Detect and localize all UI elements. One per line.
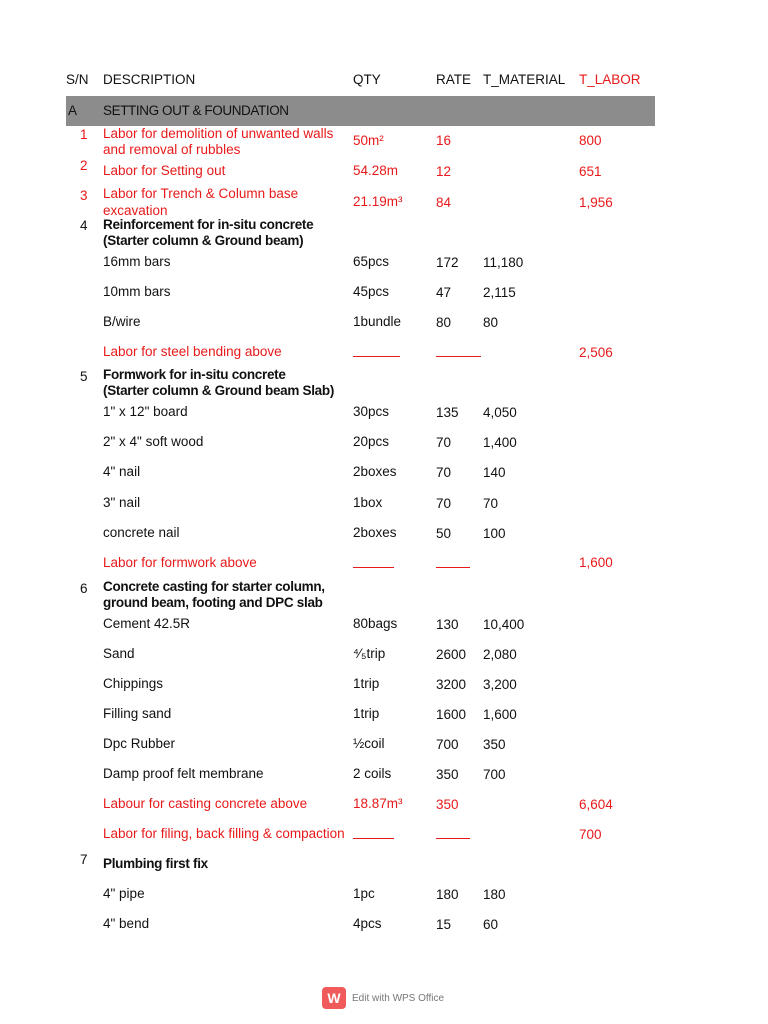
row-6-sn: 6 (80, 581, 88, 596)
row-5e-rate: 50 (436, 526, 452, 541)
row-4b-qty: 45pcs (353, 284, 390, 299)
row-2-rate: 12 (436, 164, 452, 179)
row-1-labor: 800 (579, 133, 602, 148)
row-6e-qty: ½coil (353, 736, 385, 751)
row-5e-material: 100 (483, 526, 506, 541)
row-2-sn: 2 (80, 158, 88, 173)
row-5b-material: 1,400 (483, 435, 517, 450)
row-6c-description: Chippings (103, 676, 164, 691)
row-5a-description: 1" x 12" board (103, 404, 188, 419)
row-4b-rate: 47 (436, 285, 452, 300)
row-5e-qty: 2boxes (353, 525, 397, 540)
row-1-description: Labor for demolition of unwanted walls (103, 126, 334, 141)
row-7b-qty: 4pcs (353, 916, 382, 931)
row-6e-material: 350 (483, 737, 506, 752)
row-5c-material: 140 (483, 465, 506, 480)
row-6-description-cont: ground beam, footing and DPC slab (103, 595, 323, 610)
row-5b-description: 2" x 4" soft wood (103, 434, 204, 449)
row-5c-rate: 70 (436, 465, 452, 480)
row-6-labor-casting-total: 6,604 (579, 797, 613, 812)
row-2-qty: 54.28m (353, 163, 399, 178)
row-4a-description: 16mm bars (103, 254, 171, 269)
row-6-labor-casting-rate: 350 (436, 797, 459, 812)
row-6f-rate: 350 (436, 767, 459, 782)
row-5a-material: 4,050 (483, 405, 517, 420)
row-4b-description: 10mm bars (103, 284, 171, 299)
row-4a-rate: 172 (436, 255, 459, 270)
row-7b-rate: 15 (436, 917, 452, 932)
row-6e-description: Dpc Rubber (103, 736, 176, 751)
row-1-description-cont: and removal of rubbles (103, 142, 241, 157)
row-7b-description: 4" bend (103, 916, 150, 931)
row-7a-material: 180 (483, 887, 506, 902)
row-6a-qty: 80bags (353, 616, 398, 631)
row-6d-qty: 1trip (353, 706, 380, 721)
row-6b-rate: 2600 (436, 647, 467, 662)
row-1-sn: 1 (80, 127, 88, 142)
row-6-labor-filling-qty-rule (353, 838, 394, 839)
row-5d-description: 3" nail (103, 495, 141, 510)
row-4-labor-qty-rule (353, 356, 400, 357)
row-4c-rate: 80 (436, 315, 452, 330)
row-5e-description: concrete nail (103, 525, 180, 540)
row-6a-rate: 130 (436, 617, 459, 632)
row-5b-rate: 70 (436, 435, 452, 450)
wps-edit-badge[interactable] (322, 986, 444, 1010)
row-5-labor-qty-rule (353, 567, 394, 568)
row-3-rate: 84 (436, 195, 452, 210)
row-4-sn: 4 (80, 218, 88, 233)
row-3-sn: 3 (80, 188, 88, 203)
row-1-rate: 16 (436, 133, 452, 148)
header-sn: S/N (66, 72, 89, 87)
row-6b-material: 2,080 (483, 647, 517, 662)
row-2-description: Labor for Setting out (103, 163, 226, 178)
row-6c-qty: 1trip (353, 676, 380, 691)
row-4-description-cont: (Starter column & Ground beam) (103, 233, 304, 248)
row-6-description: Concrete casting for starter column, (103, 579, 325, 594)
row-6f-material: 700 (483, 767, 506, 782)
header-rate: RATE (436, 72, 472, 87)
row-5-labor-rate-rule (436, 567, 470, 568)
row-3-description: Labor for Trench & Column base (103, 186, 299, 201)
row-6d-description: Filling sand (103, 706, 172, 721)
row-4c-qty: 1bundle (353, 314, 402, 329)
row-5b-qty: 20pcs (353, 434, 390, 449)
row-5-labor-description: Labor for formwork above (103, 555, 257, 570)
wps-logo-icon: W (322, 987, 346, 1009)
row-5d-qty: 1box (353, 495, 383, 510)
row-7a-description: 4" pipe (103, 886, 145, 901)
row-5-description-cont: (Starter column & Ground beam Slab) (103, 383, 335, 398)
row-5-sn: 5 (80, 369, 88, 384)
row-6d-material: 1,600 (483, 707, 517, 722)
row-4a-qty: 65pcs (353, 254, 390, 269)
wps-edit-text: Edit with WPS Office (352, 992, 445, 1004)
row-6d-rate: 1600 (436, 707, 467, 722)
row-6-labor-casting-description: Labour for casting concrete above (103, 796, 308, 811)
row-5a-qty: 30pcs (353, 404, 390, 419)
row-6-labor-filling-description: Labor for filing, back filling & compaction (103, 826, 345, 841)
header-description: DESCRIPTION (103, 72, 196, 87)
row-4-labor-rate-rule (436, 356, 481, 357)
row-6c-rate: 3200 (436, 677, 467, 692)
row-6-labor-filling-total: 700 (579, 827, 602, 842)
row-6b-qty: ⁴⁄₅trip (353, 646, 386, 661)
section-sn: A (68, 103, 78, 118)
row-6-labor-filling-rate-rule (436, 838, 470, 839)
row-6-labor-casting-qty: 18.87m³ (353, 796, 403, 811)
row-4-labor-description: Labor for steel bending above (103, 344, 282, 359)
header-t-material: T_MATERIAL (483, 72, 566, 87)
row-4a-material: 11,180 (483, 255, 524, 270)
row-7-description: Plumbing first fix (103, 856, 208, 871)
row-1-qty: 50m² (353, 133, 384, 148)
header-t-labor: T_LABOR (579, 72, 641, 87)
row-7b-material: 60 (483, 917, 499, 932)
row-5c-description: 4" nail (103, 464, 141, 479)
row-4b-material: 2,115 (483, 285, 516, 300)
row-5-description: Formwork for in-situ concrete (103, 367, 286, 382)
row-4c-material: 80 (483, 315, 499, 330)
row-5a-rate: 135 (436, 405, 459, 420)
row-4-description: Reinforcement for in-situ concrete (103, 217, 314, 232)
row-2-labor: 651 (579, 164, 602, 179)
row-7a-qty: 1pc (353, 886, 375, 901)
row-3-qty: 21.19m³ (353, 194, 403, 209)
row-6f-qty: 2 coils (353, 766, 392, 781)
row-6f-description: Damp proof felt membrane (103, 766, 264, 781)
row-6c-material: 3,200 (483, 677, 517, 692)
row-5d-rate: 70 (436, 496, 452, 511)
row-6a-material: 10,400 (483, 617, 525, 632)
row-5-labor-total: 1,600 (579, 555, 613, 570)
row-7a-rate: 180 (436, 887, 459, 902)
row-6e-rate: 700 (436, 737, 459, 752)
section-title: SETTING OUT & FOUNDATION (103, 103, 289, 118)
row-4-labor-total: 2,506 (579, 345, 613, 360)
row-7-sn: 7 (80, 852, 88, 867)
row-6a-description: Cement 42.5R (103, 616, 191, 631)
row-4c-description: B/wire (103, 314, 141, 329)
row-3-description-cont: excavation (103, 203, 168, 218)
row-5d-material: 70 (483, 496, 499, 511)
row-5c-qty: 2boxes (353, 464, 397, 479)
row-6b-description: Sand (103, 646, 135, 661)
row-3-labor: 1,956 (579, 195, 613, 210)
header-qty: QTY (353, 72, 381, 87)
